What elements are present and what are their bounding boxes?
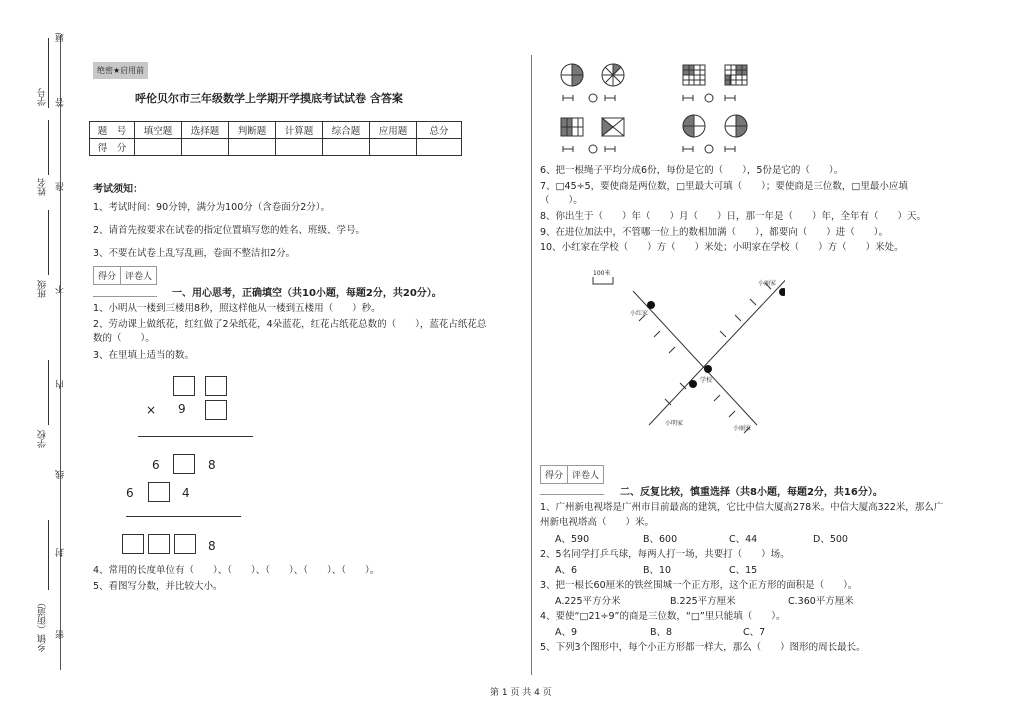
option[interactable]: A、590 — [555, 534, 590, 545]
column-divider — [531, 55, 532, 675]
table-cell: 应用题 — [370, 122, 417, 139]
question-8: 8、你出生于（ ）年（ ）月（ ）日，那一年是（ ）年，全年有（ ）天。 — [540, 211, 927, 222]
option[interactable]: C、44 — [729, 534, 758, 545]
seal-char: 线 — [56, 470, 66, 479]
digit: 9 — [178, 402, 186, 416]
page-title: 呼伦贝尔市三年级数学上学期开学摸底考试试卷 含答案 — [135, 92, 403, 105]
digit: 8 — [208, 458, 216, 472]
option[interactable]: B、10 — [643, 565, 672, 576]
secret-tag: 绝密★启用前 — [93, 62, 148, 79]
question-10: 10、小红家在学校（ ）方（ ）米处；小明家在学校（ ）方（ ）米处。 — [540, 242, 904, 253]
map-label-xiaoming: 小明家 — [665, 420, 684, 427]
map-scale-label: 100米 — [593, 270, 611, 277]
map-label-xiaohong: 小红家 — [630, 310, 649, 317]
page-footer: 第 1 页 共 4 页 — [490, 688, 552, 698]
circle-figure — [602, 64, 624, 86]
question-3: 3、在里填上适当的数。 — [93, 350, 195, 361]
seal-char: 内 — [56, 380, 66, 389]
table-cell: 总分 — [417, 122, 462, 139]
answer-box[interactable] — [148, 534, 170, 554]
square-figure — [561, 118, 583, 136]
choice-question-1: 1、广州新电视塔是广州市目前最高的建筑，它比中信大厦高278米。中信大厦高322米，那么广 — [540, 502, 944, 513]
option[interactable]: A、6 — [555, 565, 578, 576]
table-cell[interactable] — [370, 139, 417, 156]
label-student-id: 学号 — [38, 88, 48, 106]
question-7-cont: （ ）。 — [540, 195, 583, 206]
map-label-school: 学校 — [700, 377, 713, 384]
option[interactable]: C.360平方厘米 — [788, 596, 854, 607]
score-table — [89, 121, 462, 156]
option[interactable]: B、8 — [650, 627, 673, 638]
question-7: 7、□45÷5，要使商是两位数，□里最大可填（ ）；要使商是三位数，□里最小应填 — [540, 181, 908, 192]
digit: 6 — [152, 458, 160, 472]
table-cell[interactable] — [135, 139, 182, 156]
answer-box[interactable] — [173, 454, 195, 474]
table-cell: 判断题 — [229, 122, 276, 139]
question-9: 9、在进位加法中，不管哪一位上的数相加满（ ），都要向（ ）进（ ）。 — [540, 227, 889, 238]
question-2: 2、劳动课上做纸花，红红做了2朵纸花，4朵蓝花，红花占纸花总数的（ ），蓝花占纸花总 — [93, 319, 487, 330]
question-4: 4、常用的长度单位有（ ）、（ ）、（ ）、（ ）、（ ）。 — [93, 565, 380, 576]
seal-char: 答 — [56, 98, 66, 107]
choice-question-1-cont: 州新电视塔高（ ）米。 — [540, 517, 655, 528]
seal-char: 密 — [56, 630, 66, 639]
choice-question-5: 5、下列3个图形中，每个小正方形都一样大，那么（ ）图形的周长最长。 — [540, 642, 866, 653]
grader-score-label: 得分 — [541, 466, 568, 483]
table-cell: 得 分 — [90, 139, 135, 156]
label-township: 乡镇（街道） — [38, 598, 48, 652]
grader-reviewer-label: 评卷人 — [125, 272, 153, 282]
option[interactable]: B、600 — [643, 534, 678, 545]
circle-figure — [683, 115, 705, 137]
digit: 4 — [182, 486, 190, 500]
times-sign: × — [146, 403, 157, 417]
square-figure — [725, 65, 747, 85]
question-6: 6、把一根绳子平均分成6份，每份是它的（ ），5份是它的（ ）。 — [540, 165, 844, 176]
table-cell[interactable] — [417, 139, 462, 156]
grader-box — [93, 266, 157, 285]
compare-row-2 — [563, 145, 735, 153]
table-cell: 填空题 — [135, 122, 182, 139]
circle-figure — [725, 115, 747, 137]
seal-char: 准 — [56, 182, 66, 191]
choice-question-2: 2、5名同学打乒乓球，每两人打一场，共要打（ ）场。 — [540, 549, 790, 560]
answer-box[interactable] — [122, 534, 144, 554]
question-2-cont: 数的（ ）。 — [93, 333, 155, 344]
table-cell: 综合题 — [323, 122, 370, 139]
notice-heading: 考试须知： — [93, 184, 143, 195]
option[interactable]: C、15 — [729, 565, 758, 576]
section2-heading: 二、反复比较，慎重选择（共8小题，每题2分，共16分）。 — [620, 487, 883, 498]
question-1: 1、小明从一楼到三楼用8秒，照这样他从一楼到五楼用（ ）秒。 — [93, 303, 381, 314]
notice-item: 1、考试时间：90分钟，满分为100分（含卷面分2分）。 — [93, 202, 331, 213]
choice-question-3: 3、把一根长60厘米的铁丝围城一个正方形，这个正方形的面积是（ ）。 — [540, 580, 858, 591]
answer-box[interactable] — [205, 376, 227, 396]
answer-box[interactable] — [148, 482, 170, 502]
grader-box — [540, 465, 604, 484]
choice-question-4: 4、要使“□21÷9”的商是三位数，“□”里只能填（ ）。 — [540, 611, 786, 622]
option[interactable]: A、9 — [555, 627, 578, 638]
label-class: 班级 — [38, 280, 48, 298]
table-cell[interactable] — [182, 139, 229, 156]
table-cell[interactable] — [323, 139, 370, 156]
grader-score-label: 得分 — [94, 267, 121, 284]
map-label-xiaoqiang: 小丽家 — [733, 425, 752, 432]
square-figure — [683, 65, 705, 85]
seal-char: 题 — [56, 33, 66, 42]
section1-heading: 一、用心思考，正确填空（共10小题，每题2分，共20分）。 — [172, 288, 442, 299]
table-cell: 计算题 — [276, 122, 323, 139]
table-cell[interactable] — [276, 139, 323, 156]
table-cell: 选择题 — [182, 122, 229, 139]
compare-row-1 — [563, 94, 735, 102]
notice-item: 3、不要在试卷上乱写乱画，卷面不整洁扣2分。 — [93, 248, 296, 259]
answer-box[interactable] — [173, 376, 195, 396]
seal-char: 不 — [56, 285, 66, 294]
map-label-xiaoli: 小丽家 — [758, 280, 777, 287]
option[interactable]: D、500 — [813, 534, 848, 545]
digit: 6 — [126, 486, 134, 500]
notice-item: 2、请首先按要求在试卷的指定位置填写您的姓名、班级、学号。 — [93, 225, 366, 236]
grader-reviewer-label: 评卷人 — [572, 471, 600, 481]
seal-char: 封 — [56, 548, 66, 557]
fraction-figures — [555, 62, 765, 162]
square-figure — [602, 118, 624, 136]
circle-figure — [561, 64, 583, 86]
table-cell: 题 号 — [90, 122, 135, 139]
answer-box[interactable] — [174, 534, 196, 554]
option[interactable]: C、7 — [743, 627, 766, 638]
digit: 8 — [208, 539, 216, 553]
label-name: 姓名 — [38, 178, 48, 196]
answer-box[interactable] — [205, 400, 227, 420]
question-5: 5、看图写分数，并比较大小。 — [93, 581, 223, 592]
label-school: 学校 — [38, 430, 48, 448]
option[interactable]: A.225平方分米 — [555, 596, 621, 607]
table-cell[interactable] — [229, 139, 276, 156]
option[interactable]: B.225平方厘米 — [670, 596, 736, 607]
